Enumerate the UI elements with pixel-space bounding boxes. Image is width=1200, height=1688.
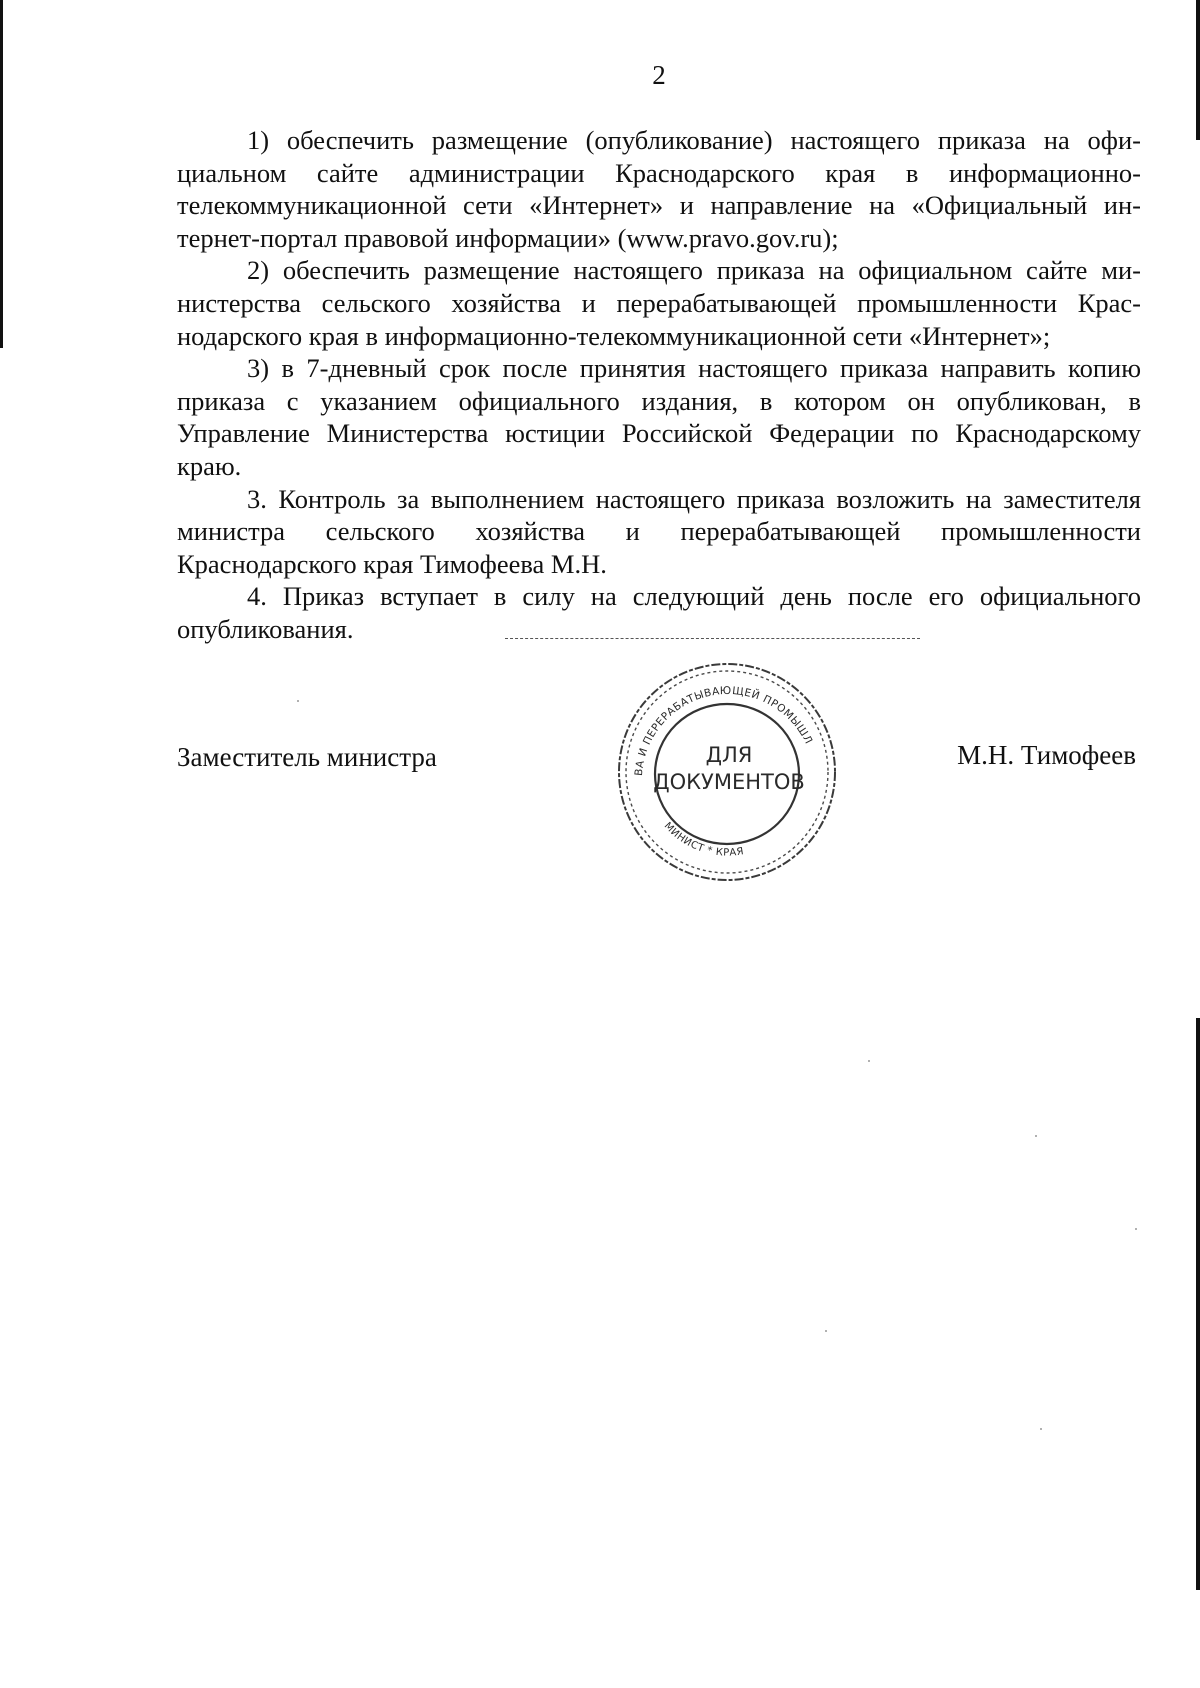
scan-speck bbox=[1035, 1135, 1037, 1137]
scan-edge-right-bottom bbox=[1196, 1018, 1200, 1590]
paragraph-item-3: 3) в 7-дневный срок после принятия настоящего приказа направить копию приказа с указанием официального издания, в котором он опубликован, в Управление Министерства юстиции Российской Федерации по Краснодарскому краю. bbox=[177, 353, 1141, 481]
scan-speck bbox=[1040, 1428, 1042, 1430]
paragraph-item-1: 1) обеспечить размещение (опубликование) настоящего приказа на официальном сайте администрации Краснодарского края в информационно-телекоммуникационной сети «Интернет» и направление на «Официальный интернет-портал правовой информации» (www.pravo.gov.ru); bbox=[177, 125, 1141, 253]
scan-speck bbox=[868, 1060, 870, 1062]
paragraph-control: 3. Контроль за выполнением настоящего приказа возложить на заместителя министра сельского хозяйства и перерабатывающей промышленности Краснодарского края Тимофеева М.Н. bbox=[177, 483, 1141, 579]
signatory-name: М.Н. Тимофеев bbox=[957, 740, 1136, 770]
scan-speck bbox=[825, 1330, 827, 1332]
seal-center-line-2: ДОКУМЕНТОВ bbox=[653, 770, 805, 794]
scan-edge-left bbox=[0, 0, 3, 348]
seal-ring-bottom: МИНИСТ * КРАЯ bbox=[661, 820, 745, 859]
scan-speck bbox=[297, 700, 299, 702]
page-number: 2 bbox=[652, 60, 666, 90]
seal-ring-top: ВА И ПЕРЕРАБАТЫВАЮЩЕЙ ПРОМЫШЛ bbox=[632, 684, 815, 777]
document-body bbox=[177, 124, 1141, 646]
scan-speck bbox=[1135, 1228, 1137, 1230]
seal-center-line-1: ДЛЯ bbox=[705, 743, 753, 767]
scan-artifact-line bbox=[505, 638, 920, 639]
signatory-title: Заместитель министра bbox=[177, 742, 437, 772]
official-seal bbox=[612, 658, 842, 886]
paragraph-effective-date: 4. Приказ вступает в силу на следующий день после его официального опубликования. bbox=[177, 581, 1141, 644]
paragraph-item-2: 2) обеспечить размещение настоящего приказа на официальном сайте министерства сельского хозяйства и перерабатывающей промышленности Краснодарского края в информационно-телекоммуникационной сети «Интернет»; bbox=[177, 255, 1141, 351]
